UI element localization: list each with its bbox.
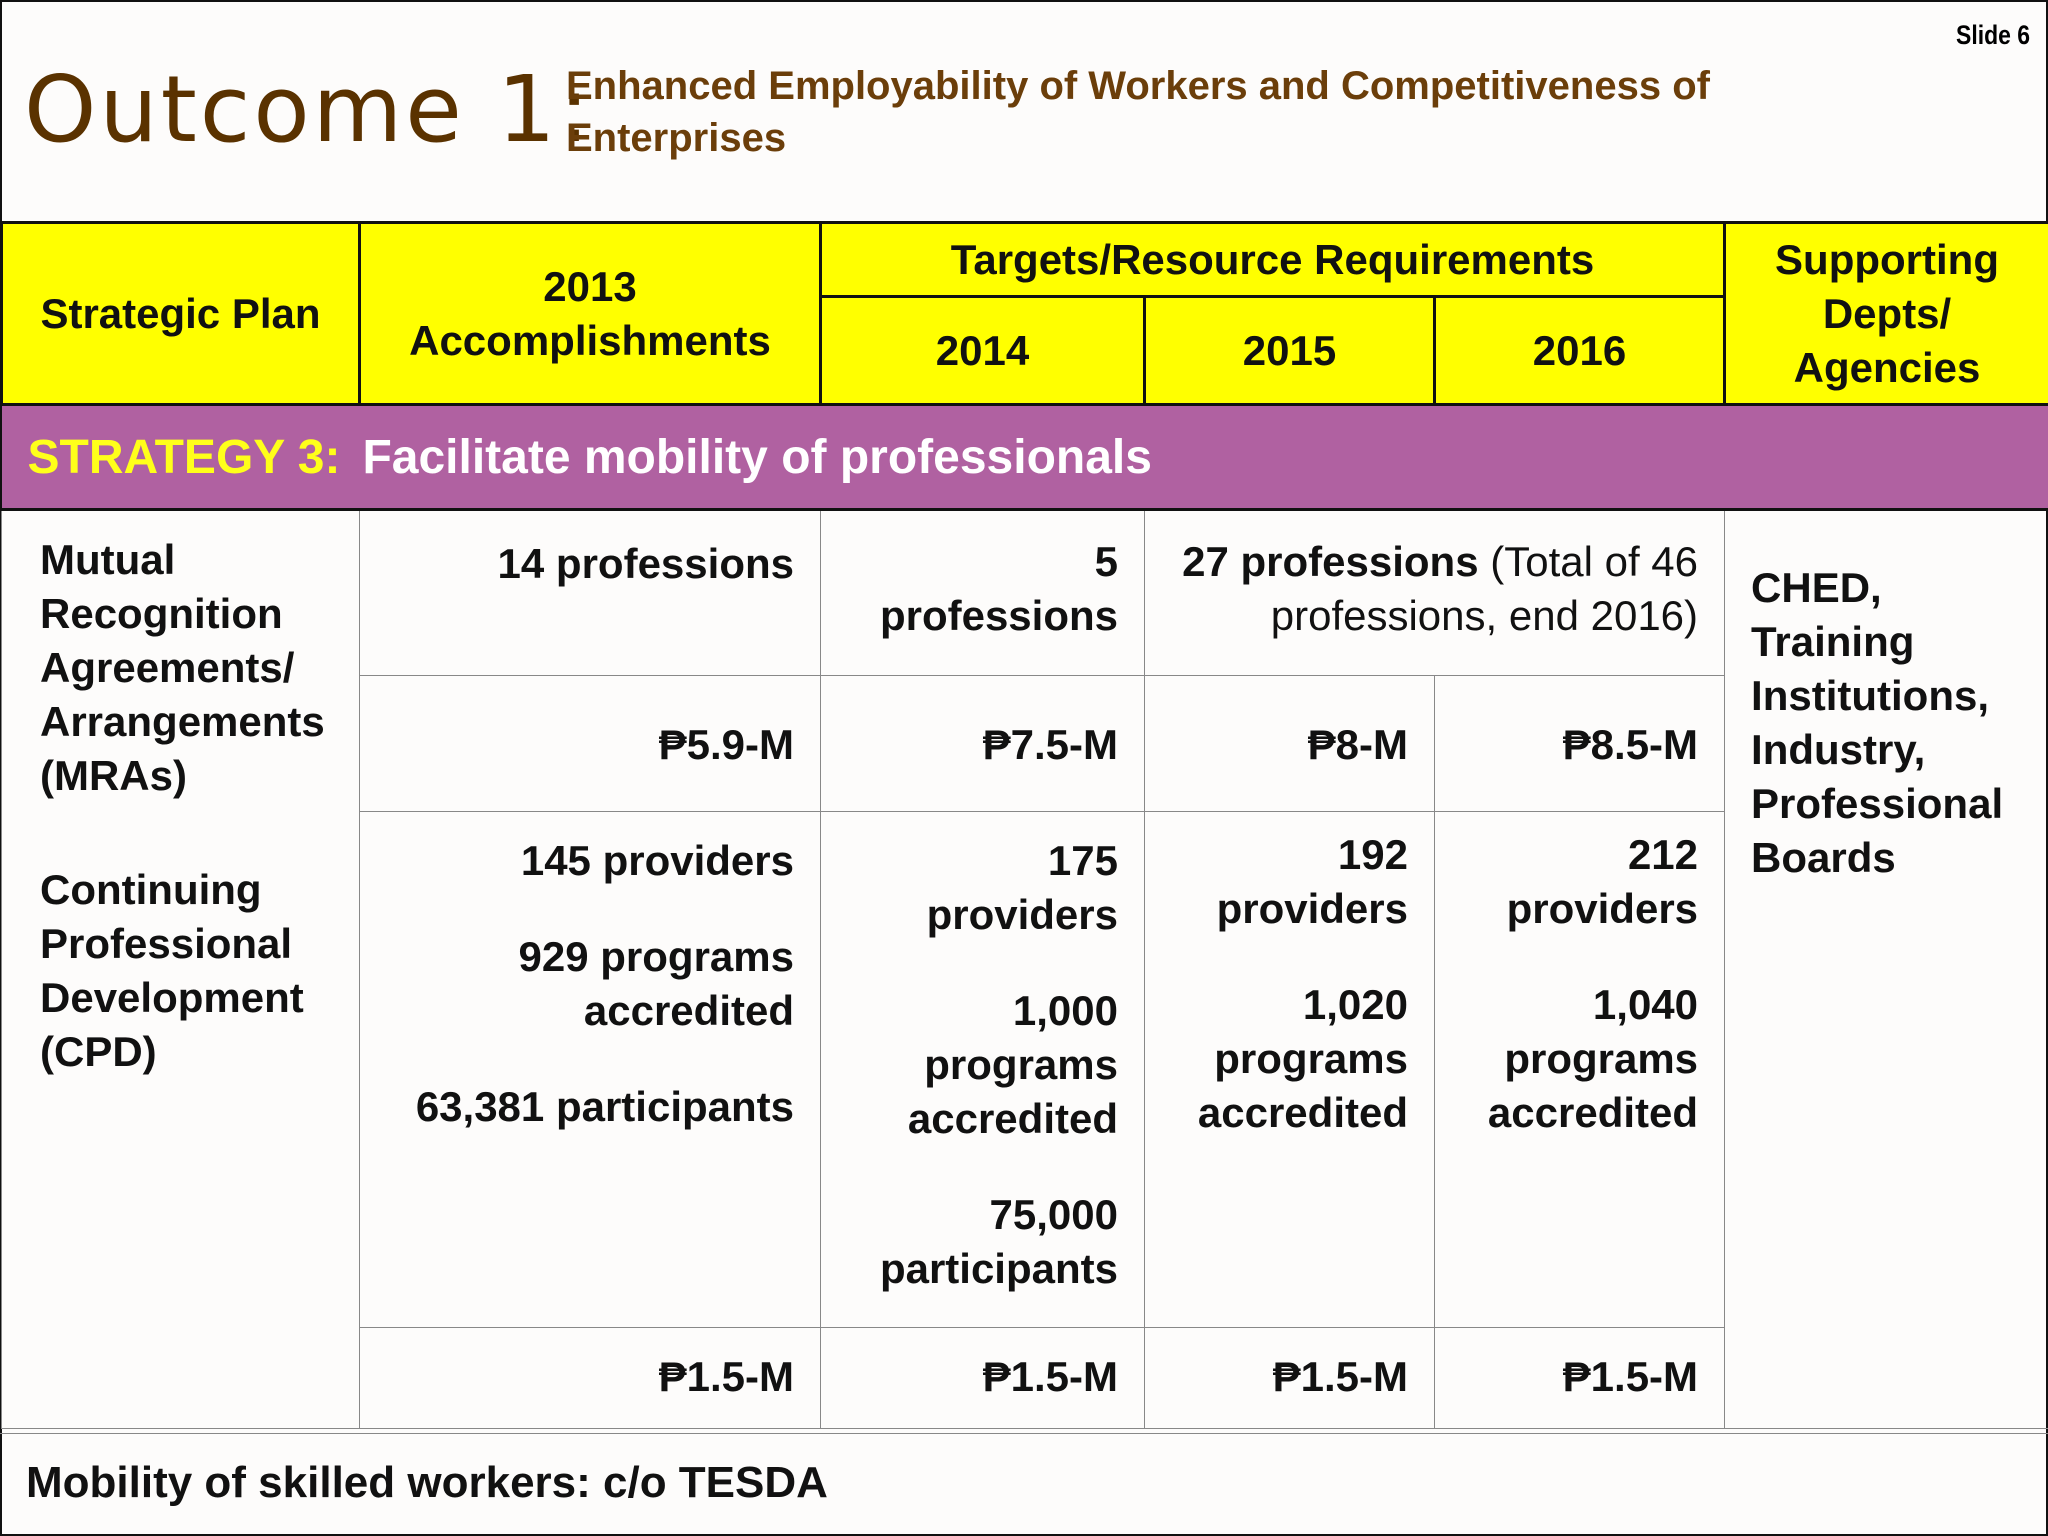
- cpd-2013-participants: 63,381 participants: [415, 1083, 794, 1130]
- header-targets: Targets/Resource Requirements: [821, 223, 1725, 297]
- cpd-label: Continuing Professional Development (CPD): [40, 866, 304, 1075]
- slide-number: Slide 6: [1956, 20, 2030, 50]
- header-year-2016: 2016: [1435, 297, 1725, 405]
- mra-2015-2016-note: (Total of 46 professions, end 2016): [1270, 538, 1699, 639]
- supporting-agencies: CHED, Training Institutions, Industry, Professional Boards: [1751, 564, 2004, 881]
- header-year-2015: 2015: [1145, 297, 1435, 405]
- outcome-label: Outcome 1:: [24, 56, 593, 163]
- cpd-2014-programs: 1,000 programs accredited: [907, 987, 1118, 1142]
- header-accomplishments: 2013 Accomplishments: [360, 223, 821, 405]
- header-year-2014: 2014: [821, 297, 1145, 405]
- cpd-budget-2014: ₱1.5-M: [821, 1328, 1145, 1429]
- strategy-table: [0, 221, 2048, 1429]
- cpd-budget-2015: ₱1.5-M: [1145, 1328, 1435, 1429]
- cpd-2015-programs: 1,020 programs accredited: [1197, 981, 1408, 1136]
- cpd-2015-cell: [1145, 812, 1435, 1328]
- strategic-plan-cell: [2, 510, 360, 1429]
- mra-label: Mutual Recognition Agreements/ Arrangements (MRAs): [40, 536, 325, 799]
- strategy-label: STRATEGY 3:: [27, 430, 341, 484]
- mra-2013-cell: [360, 510, 821, 676]
- header-supporting: Supporting Depts/ Agencies: [1725, 223, 2048, 405]
- mra-budget-2015: ₱8-M: [1145, 676, 1435, 812]
- footer: [0, 1433, 2048, 1535]
- supporting-agencies-cell: [1725, 510, 2048, 1429]
- mra-2014-cell: [821, 510, 1145, 676]
- mra-2015-2016-cell: [1145, 510, 1725, 676]
- cpd-budget-2016: ₱1.5-M: [1435, 1328, 1725, 1429]
- footer-note: Mobility of skilled workers: c/o TESDA: [26, 1458, 828, 1507]
- strategy-banner: [2, 405, 2048, 510]
- mra-budget-2014: ₱7.5-M: [821, 676, 1145, 812]
- strategy-text: Facilitate mobility of professionals: [362, 430, 1152, 484]
- cpd-2014-providers: 175 providers: [926, 837, 1118, 938]
- cpd-2013-cell: [360, 812, 821, 1328]
- cpd-2014-cell: [821, 812, 1145, 1328]
- cpd-2015-providers: 192 providers: [1216, 831, 1408, 932]
- outcome-title: Enhanced Employability of Workers and Competitiveness of Enterprises: [566, 64, 1710, 160]
- mra-2015-2016-count: 27 professions: [1182, 538, 1479, 585]
- header-strategic-plan: Strategic Plan: [2, 223, 360, 405]
- mra-2014: 5 professions: [879, 538, 1118, 639]
- cpd-budget-2013: ₱1.5-M: [360, 1328, 821, 1429]
- cpd-2016-programs: 1,040 programs accredited: [1487, 981, 1699, 1136]
- cpd-2016-providers: 212 providers: [1506, 831, 1699, 932]
- mra-budget-2016: ₱8.5-M: [1435, 676, 1725, 812]
- cpd-2013-providers: 145 providers: [520, 837, 794, 884]
- cpd-2014-participants: 75,000 participants: [879, 1191, 1118, 1292]
- cpd-2016-cell: [1435, 812, 1725, 1328]
- cpd-2013-programs: 929 programs accredited: [518, 933, 794, 1034]
- mra-budget-2013: ₱5.9-M: [360, 676, 821, 812]
- mra-2013: 14 professions: [497, 540, 794, 587]
